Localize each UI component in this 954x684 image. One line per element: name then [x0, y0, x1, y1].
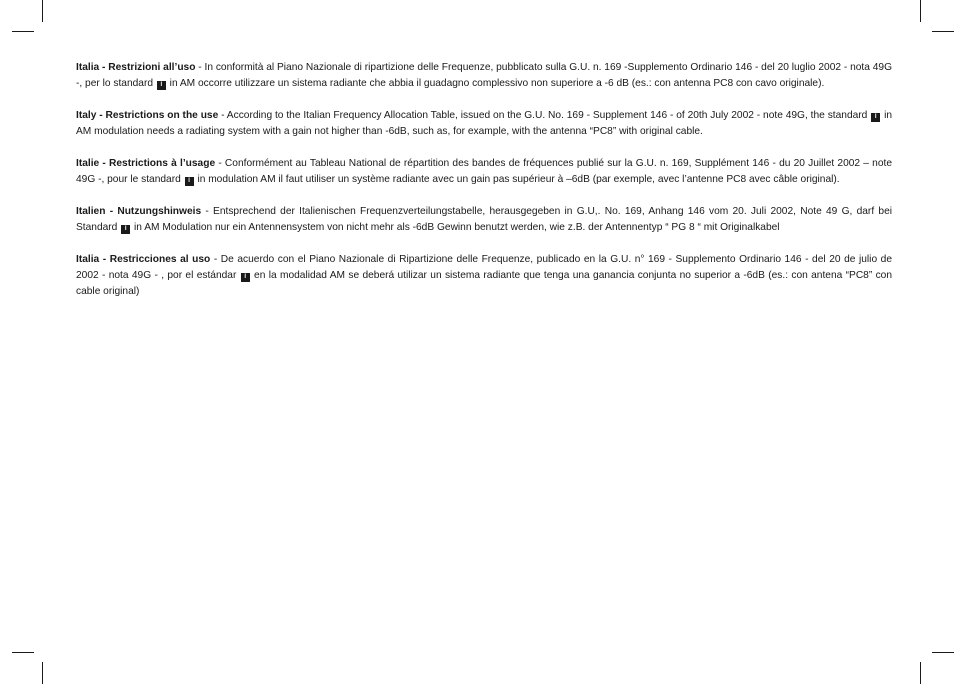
paragraph-text: - De acuerdo con el Piano Nazionale di Ripartizione delle Frequenze, publicado en la G.U. n° 169 - Supplemento Ordinario 146 - del 20 de julio de 2002 - nota 49G - , por el estándar	[76, 254, 892, 281]
crop-mark-bottom-right-h	[932, 652, 954, 653]
paragraph-text: en la modalidad AM se deberá utilizar un sistema radiante que tenga una ganancia conjunta no superior a -6dB (es.: con antena “PC8” con cable original)	[76, 270, 892, 297]
paragraph-text: - According to the Italian Frequency Allocation Table, issued on the G.U. No. 169 - Supplement 146 - of 20th July 2002 - note 49G, the standard	[218, 110, 871, 121]
paragraph-english	[76, 108, 892, 140]
paragraph-heading: Italien - Nutzungshinweis	[76, 206, 202, 217]
paragraph-spanish	[76, 252, 892, 300]
paragraph-text: in AM modulation needs a radiating system with a gain not higher than -6dB, such as, for example, with the antenna “PC8” with original cable.	[76, 110, 892, 137]
paragraph-heading: Italie - Restrictions à l’usage	[76, 158, 216, 169]
paragraph-text: in modulation AM il faut utiliser un système radiante avec un gain pas supérieur à –6dB (par exemple, avec l’antenne PC8 avec câble original).	[194, 174, 840, 185]
crop-mark-top-left-h	[12, 31, 34, 32]
document-body	[76, 60, 892, 316]
standard-badge-icon: I	[185, 177, 194, 186]
paragraph-text: in AM occorre utilizzare un sistema radiante che abbia il guadagno complessivo non superiore a -6 dB (es.: con antenna PC8 con cavo originale).	[166, 78, 825, 89]
paragraph-heading: Italy - Restrictions on the use	[76, 110, 219, 121]
paragraph-italian	[76, 60, 892, 92]
crop-mark-bottom-right-v	[920, 662, 921, 684]
paragraph-text: - In conformità al Piano Nazionale di ripartizione delle Frequenze, pubblicato sulla G.U. n. 169 -Supplemento Ordinario 146 - del 20 luglio 2002 - nota 49G -, per lo standard	[76, 62, 893, 89]
paragraph-text: in AM Modulation nur ein Antennensystem von nicht mehr als -6dB Gewinn benutzt werden, wie z.B. der Antennentyp “ PG 8 “ mit Originalkabel	[131, 222, 780, 233]
standard-badge-icon: I	[241, 273, 250, 282]
paragraph-heading: Italia - Restricciones al uso	[76, 254, 211, 265]
paragraph-french	[76, 156, 892, 188]
paragraph-german	[76, 204, 892, 236]
paragraph-text: - Entsprechend der Italienischen Frequenzverteilungstabelle, herausgegeben in G.U,. No. 169, Anhang 146 vom 20. Juli 2002, Note 49 G, darf bei Standard	[76, 206, 893, 233]
crop-mark-top-left-v	[42, 0, 43, 22]
crop-mark-bottom-left-h	[12, 652, 34, 653]
paragraph-text: - Conformément au Tableau National de répartition des bandes de fréquences publié sur la G.U. n. 169, Supplément 146 - du 20 Juillet 2002 – note 49G -, pour le standard	[76, 158, 893, 185]
standard-badge-icon: I	[157, 81, 166, 90]
crop-mark-top-right-h	[932, 31, 954, 32]
standard-badge-icon: I	[871, 113, 880, 122]
crop-mark-bottom-left-v	[42, 662, 43, 684]
standard-badge-icon: I	[121, 225, 130, 234]
crop-mark-top-right-v	[920, 0, 921, 22]
paragraph-heading: Italia - Restrizioni all’uso	[76, 62, 196, 73]
